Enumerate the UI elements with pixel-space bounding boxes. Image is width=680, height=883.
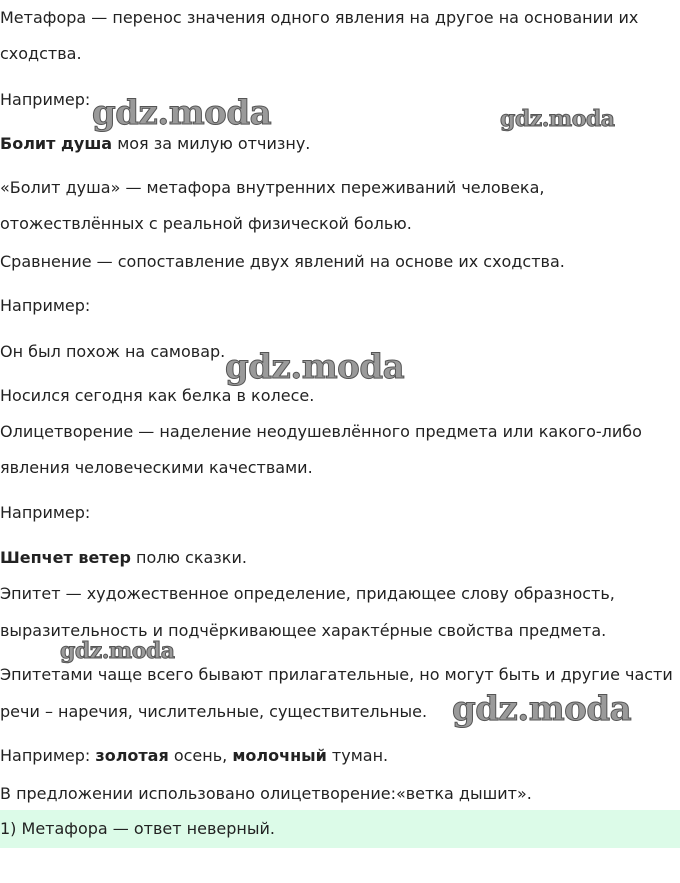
watermark-4: gdz.moda bbox=[60, 638, 175, 664]
personification-example bbox=[0, 548, 247, 568]
watermark-3: gdz.moda bbox=[225, 347, 405, 387]
comparison-example-2: Носился сегодня как белка в колесе. bbox=[0, 386, 315, 405]
epithet-example-end: туман. bbox=[326, 746, 389, 765]
watermark-5: gdz.moda bbox=[452, 689, 632, 729]
epithet-example-bold-1: золотая bbox=[95, 746, 169, 765]
epithet-definition-line-2: выразительность и подчёркивающее характéрные свойства предмета. bbox=[0, 621, 607, 640]
example-label-1: Например: bbox=[0, 90, 91, 109]
metaphor-example bbox=[0, 134, 310, 154]
personification-definition-line-2: явления человеческими качествами. bbox=[0, 458, 313, 477]
epithet-parts-line-1: Эпитетами чаще всего бывают прилагательные, но могут быть и другие части bbox=[0, 665, 673, 684]
example-label-3: Например: bbox=[0, 503, 91, 522]
comparison-example-1: Он был похож на самовар. bbox=[0, 342, 226, 361]
metaphor-example-rest: моя за милую отчизну. bbox=[112, 134, 311, 153]
metaphor-explanation-line-2: отожествлённых с реальной физической болью. bbox=[0, 214, 412, 233]
watermark-2: gdz.moda bbox=[500, 106, 615, 132]
epithet-example-bold-2: молочный bbox=[232, 746, 327, 765]
comparison-definition: Сравнение — сопоставление двух явлений на основе их сходства. bbox=[0, 252, 565, 271]
epithet-example bbox=[0, 746, 388, 766]
metaphor-explanation-line-1: «Болит душа» — метафора внутренних переживаний человека, bbox=[0, 178, 545, 197]
answer-text: 1) Метафора — ответ неверный. bbox=[0, 819, 275, 838]
metaphor-definition-line-1: Метафора — перенос значения одного явления на другое на основании их bbox=[0, 8, 639, 27]
personification-example-bold: Шепчет ветер bbox=[0, 548, 131, 567]
used-device-statement: В предложении использовано олицетворение:«ветка дышит». bbox=[0, 784, 532, 803]
epithet-parts-line-2: речи – наречия, числительные, существительные. bbox=[0, 702, 428, 721]
watermark-1: gdz.moda bbox=[92, 93, 272, 133]
example-label-2: Например: bbox=[0, 296, 91, 315]
epithet-definition-line-1: Эпитет — художественное определение, придающее слову образность, bbox=[0, 584, 615, 603]
epithet-example-mid: осень, bbox=[168, 746, 233, 765]
personification-definition-line-1: Олицетворение — наделение неодушевлённого предмета или какого-либо bbox=[0, 422, 642, 441]
metaphor-example-bold: Болит душа bbox=[0, 134, 113, 153]
personification-example-rest: полю сказки. bbox=[130, 548, 247, 567]
example-label-4: Например: bbox=[0, 746, 96, 765]
metaphor-definition-line-2: сходства. bbox=[0, 44, 82, 63]
